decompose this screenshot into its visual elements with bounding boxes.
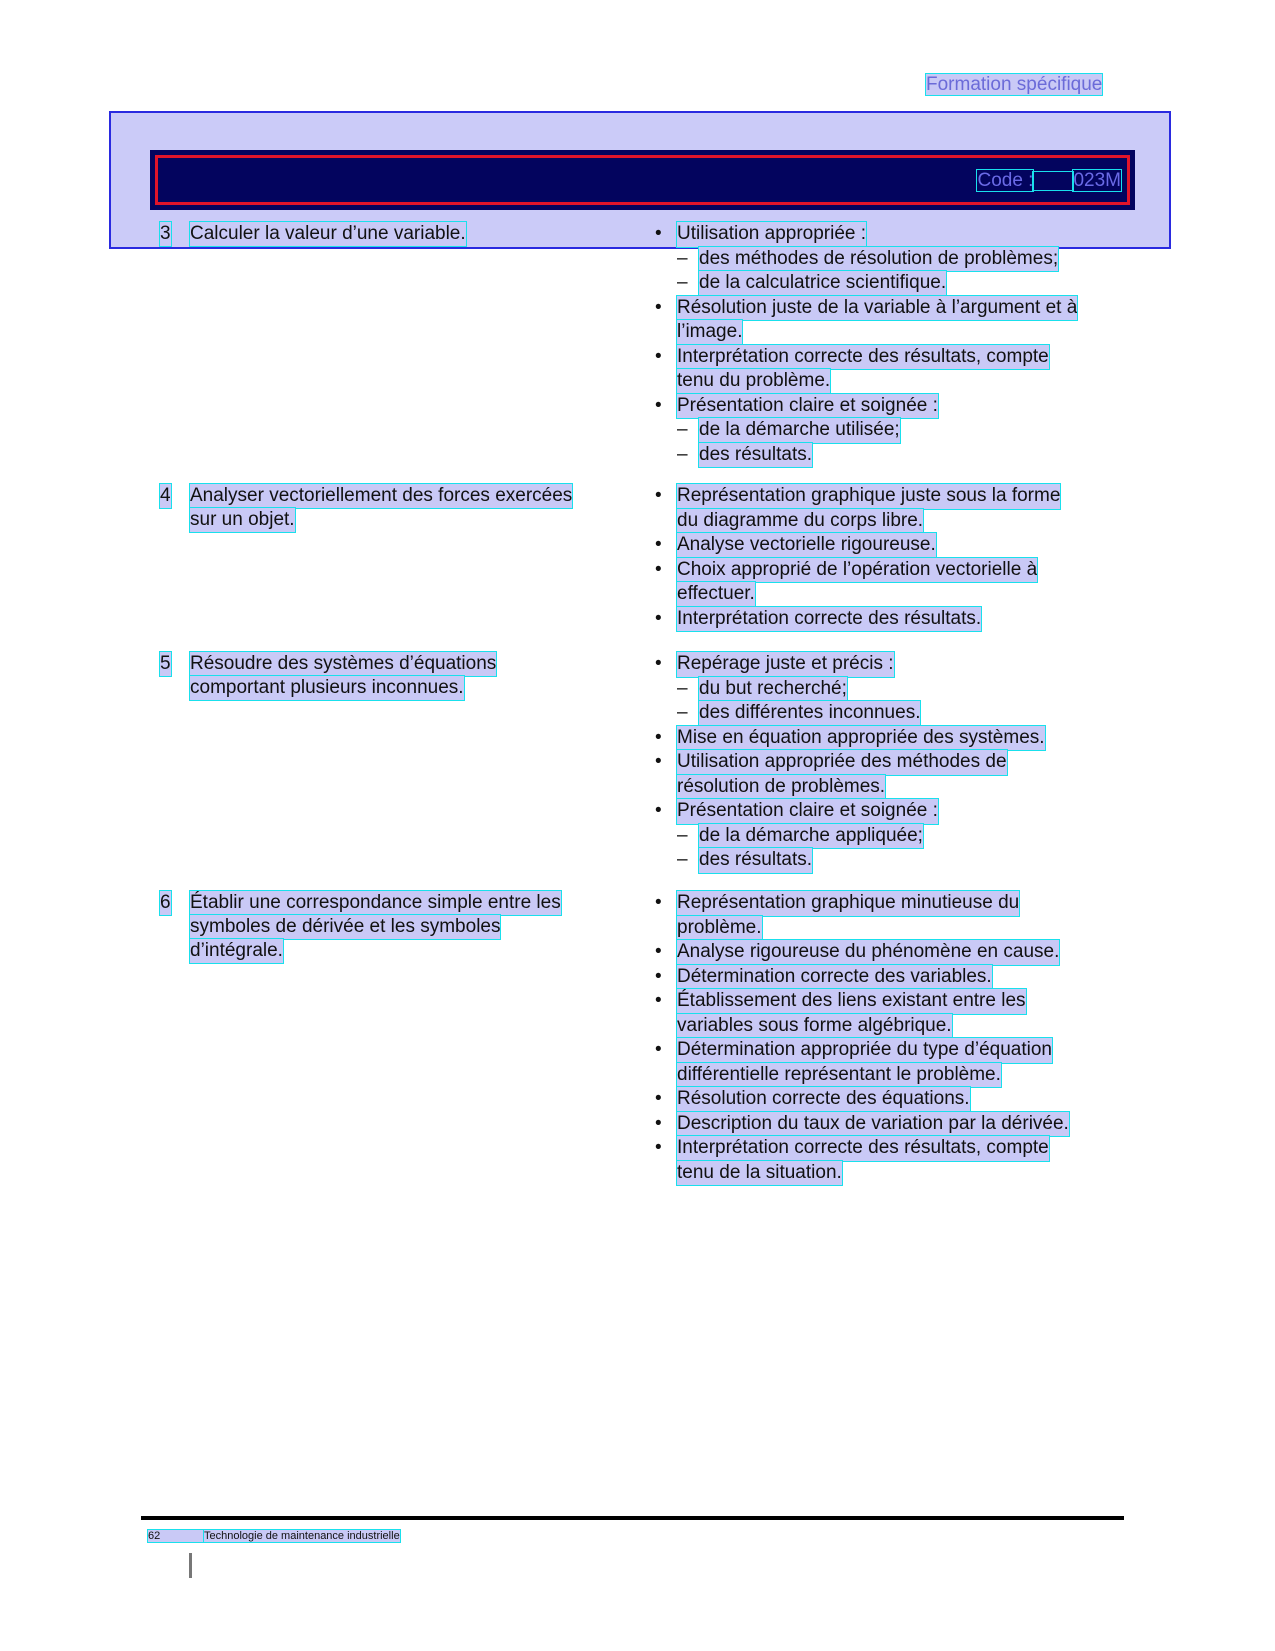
- criterion-item: [655, 799, 1115, 824]
- bullet-icon: •: [655, 558, 662, 580]
- criterion-text: tenu de la situation.: [677, 1161, 842, 1186]
- criterion-text: Détermination appropriée du type d’équation: [677, 1038, 1052, 1063]
- criterion-subitem: [655, 247, 1115, 272]
- dash-icon: –: [677, 443, 688, 465]
- criterion-item: [655, 296, 1115, 345]
- bullet-icon: •: [655, 534, 662, 555]
- document-title: Technologie de maintenance industrielle: [204, 1530, 400, 1542]
- subitem-text: des résultats.: [699, 848, 812, 873]
- bullet-icon: •: [655, 296, 662, 318]
- criterion-item: [655, 965, 1115, 990]
- bullet-icon: •: [655, 1039, 662, 1060]
- criterion-item: [655, 726, 1115, 751]
- bullet-icon: •: [655, 800, 662, 821]
- bullet-icon: •: [655, 394, 662, 416]
- criterion-item: [655, 1087, 1115, 1112]
- footer: [148, 1530, 400, 1542]
- criterion-subitem: [655, 824, 1115, 849]
- criterion-subitem: [655, 271, 1115, 296]
- criterion-text: l’image.: [677, 320, 742, 345]
- objective-text: Calculer la valeur d’une variable.: [190, 223, 466, 244]
- bullet-icon: •: [655, 965, 662, 987]
- criterion-text: Description du taux de variation par la dérivée.: [677, 1112, 1069, 1137]
- criterion-item: [655, 891, 1115, 940]
- code-value: 023M: [1073, 170, 1121, 191]
- dash-icon: –: [677, 677, 688, 699]
- objective-text: Analyser vectoriellement des forces exercées: [190, 485, 573, 506]
- objective-text: sur un objet.: [190, 509, 295, 530]
- code-label: Code :: [977, 170, 1034, 191]
- criterion-text: Présentation claire et soignée :: [677, 394, 938, 419]
- bullet-icon: •: [655, 726, 662, 748]
- subitem-text: des résultats.: [699, 443, 812, 468]
- criterion-text: Établissement des liens existant entre les: [677, 989, 1026, 1014]
- objective-number: 3: [160, 223, 171, 244]
- criteria-list: [655, 484, 1115, 631]
- criterion-text: Repérage juste et précis :: [677, 652, 894, 677]
- page-number: 62: [148, 1530, 204, 1542]
- margin-mark: [189, 1553, 192, 1578]
- criterion-text: Représentation graphique minutieuse du: [677, 891, 1019, 916]
- criterion-item: [655, 533, 1115, 558]
- criterion-subitem: [655, 677, 1115, 702]
- objective-text: symboles de dérivée et les symboles: [190, 916, 501, 937]
- bullet-icon: •: [655, 223, 662, 244]
- criterion-item: [655, 345, 1115, 394]
- criterion-item: [655, 1038, 1115, 1087]
- criterion-text: Interprétation correcte des résultats, compte: [677, 1136, 1049, 1161]
- criterion-item: [655, 394, 1115, 419]
- criterion-text: résolution de problèmes.: [677, 775, 885, 800]
- bullet-icon: •: [655, 1088, 662, 1109]
- criterion-text: problème.: [677, 916, 762, 941]
- dash-icon: –: [677, 849, 688, 870]
- subitem-text: du but recherché;: [699, 677, 847, 702]
- subitem-text: des méthodes de résolution de problèmes;: [699, 247, 1058, 272]
- criterion-text: Résolution correcte des équations.: [677, 1087, 970, 1112]
- objective-text: d’intégrale.: [190, 940, 283, 961]
- bullet-icon: •: [655, 990, 662, 1011]
- dash-icon: –: [677, 272, 688, 293]
- criterion-text: Analyse vectorielle rigoureuse.: [677, 533, 936, 558]
- bullet-icon: •: [655, 653, 662, 674]
- criterion-item: [655, 222, 1115, 247]
- criterion-item: [655, 558, 1115, 607]
- criterion-subitem: [655, 701, 1115, 726]
- criteria-list: [655, 222, 1115, 467]
- code-bar: [150, 150, 1135, 210]
- bullet-icon: •: [655, 485, 662, 506]
- criterion-text: Choix approprié de l’opération vectorielle à: [677, 558, 1037, 583]
- bullet-icon: •: [655, 345, 662, 367]
- bullet-icon: •: [655, 607, 662, 629]
- criterion-text: Interprétation correcte des résultats, compte: [677, 345, 1049, 370]
- criterion-text: variables sous forme algébrique.: [677, 1014, 952, 1039]
- criteria-list: [655, 891, 1115, 1185]
- objective-text: comportant plusieurs inconnues.: [190, 677, 464, 698]
- objective-number: 5: [160, 653, 171, 674]
- criterion-text: Utilisation appropriée des méthodes de: [677, 750, 1007, 775]
- criterion-item: [655, 1112, 1115, 1137]
- course-code: [977, 171, 1121, 191]
- bullet-icon: •: [655, 1112, 662, 1134]
- criterion-text: Analyse rigoureuse du phénomène en cause.: [677, 940, 1059, 965]
- criterion-subitem: [655, 418, 1115, 443]
- criterion-text: effectuer.: [677, 582, 755, 607]
- criterion-text: différentielle représentant le problème.: [677, 1063, 1001, 1088]
- bullet-icon: •: [655, 892, 662, 913]
- criterion-text: Présentation claire et soignée :: [677, 799, 938, 824]
- objective-number: 6: [160, 892, 171, 913]
- criterion-subitem: [655, 443, 1115, 468]
- criterion-item: [655, 652, 1115, 677]
- criterion-item: [655, 989, 1115, 1038]
- bullet-icon: •: [655, 751, 662, 772]
- bullet-icon: •: [655, 941, 662, 962]
- subitem-text: de la démarche appliquée;: [699, 824, 923, 849]
- criterion-text: Interprétation correcte des résultats.: [677, 607, 981, 632]
- criterion-text: Représentation graphique juste sous la forme: [677, 484, 1060, 509]
- objective-text: Résoudre des systèmes d’équations: [190, 653, 497, 674]
- subitem-text: de la démarche utilisée;: [699, 418, 900, 443]
- criterion-subitem: [655, 848, 1115, 873]
- dash-icon: –: [677, 247, 688, 269]
- subitem-text: des différentes inconnues.: [699, 701, 920, 726]
- criterion-item: [655, 750, 1115, 799]
- criterion-text: Utilisation appropriée :: [677, 222, 866, 247]
- criterion-text: Détermination correcte des variables.: [677, 965, 992, 990]
- dash-icon: –: [677, 702, 688, 723]
- dash-icon: –: [677, 419, 688, 440]
- objective-number: 4: [160, 485, 171, 506]
- dash-icon: –: [677, 824, 688, 846]
- criterion-text: Mise en équation appropriée des systèmes.: [677, 726, 1045, 751]
- footer-rule: [141, 1516, 1124, 1520]
- criterion-item: [655, 484, 1115, 533]
- subitem-text: de la calculatrice scientifique.: [699, 271, 946, 296]
- criterion-text: Résolution juste de la variable à l’argument et à: [677, 296, 1077, 321]
- criterion-item: [655, 607, 1115, 632]
- criteria-list: [655, 652, 1115, 873]
- criterion-item: [655, 940, 1115, 965]
- criterion-text: du diagramme du corps libre.: [677, 509, 923, 534]
- criterion-text: tenu du problème.: [677, 369, 830, 394]
- bullet-icon: •: [655, 1137, 662, 1158]
- objective-text: Établir une correspondance simple entre les: [190, 892, 561, 913]
- criterion-item: [655, 1136, 1115, 1185]
- section-title: Formation spécifique: [926, 74, 1103, 95]
